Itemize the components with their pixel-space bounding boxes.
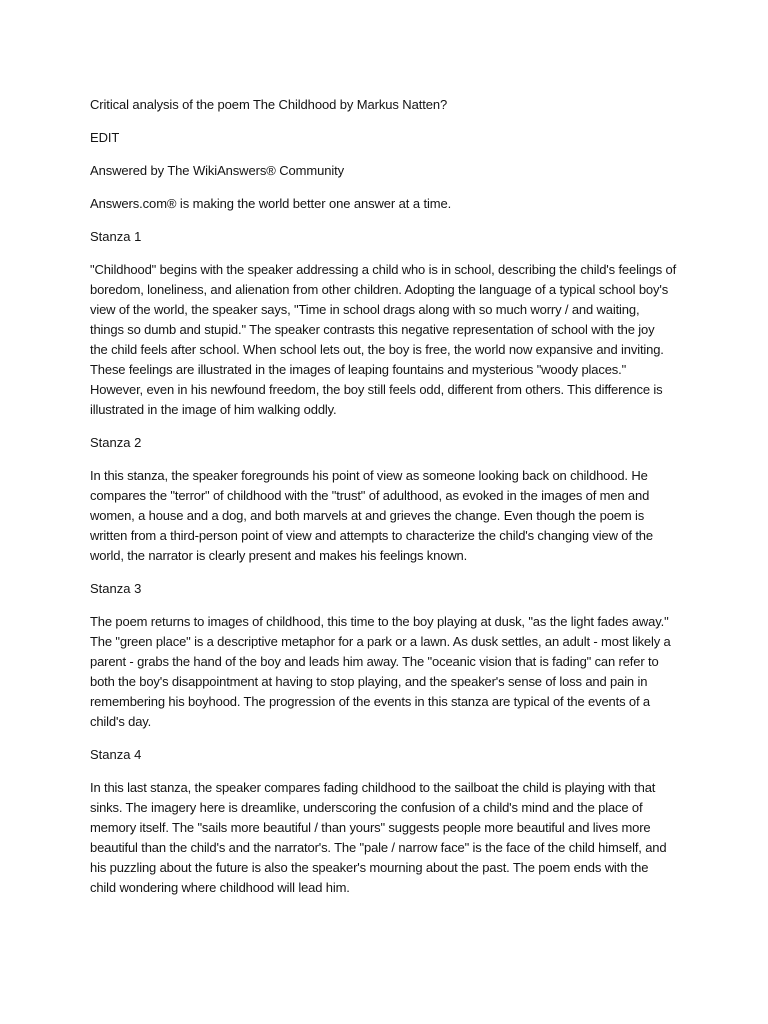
paragraph-line: both the boy's disappointment at having to stop playing, and the speaker's sense of loss and pain in <box>90 674 648 689</box>
edit-link[interactable]: EDIT <box>90 130 120 145</box>
stanza-4-paragraph <box>90 778 690 898</box>
paragraph-line: These feelings are illustrated in the images of leaping fountains and mysterious "woody places." <box>90 362 627 377</box>
paragraph-line: boredom, loneliness, and alienation from other children. Adopting the language of a typical school boy's <box>90 282 669 297</box>
paragraph-line: The "green place" is a descriptive metaphor for a park or a lawn. As dusk settles, an adult - most likely a <box>90 634 671 649</box>
paragraph-line: view of the world, the speaker says, "Time in school drags along with so much worry / and waiting, <box>90 302 640 317</box>
paragraph-line: child wondering where childhood will lead him. <box>90 880 350 895</box>
question-title: Critical analysis of the poem The Childhood by Markus Natten? <box>90 97 448 112</box>
paragraph-line: memory itself. The "sails more beautiful / than yours" suggests people more beautiful and lives more <box>90 820 651 835</box>
stanza-1-heading: Stanza 1 <box>90 229 142 244</box>
paragraph-line: The poem returns to images of childhood, this time to the boy playing at dusk, "as the light fades away." <box>90 614 669 629</box>
paragraph-line: beautiful than the child's and the narrator's. The "pale / narrow face" is the face of the child himself, and <box>90 840 667 855</box>
tagline-text: Answers.com® is making the world better one answer at a time. <box>90 196 452 211</box>
paragraph-line: world, the narrator is clearly present and makes his feelings known. <box>90 548 468 563</box>
stanza-4-heading: Stanza 4 <box>90 747 142 762</box>
paragraph-line: things so dumb and stupid." The speaker contrasts this negative representation of school with the joy <box>90 322 655 337</box>
paragraph-line: parent - grabs the hand of the boy and leads him away. The "oceanic vision that is fading" can refer to <box>90 654 659 669</box>
paragraph-line: "Childhood" begins with the speaker addressing a child who is in school, describing the child's feelings of <box>90 262 677 277</box>
paragraph-line: In this last stanza, the speaker compares fading childhood to the sailboat the child is playing with that <box>90 780 656 795</box>
paragraph-line: However, even in his newfound freedom, the boy still feels odd, different from others. This difference is <box>90 382 663 397</box>
paragraph-line: his puzzling about the future is also the speaker's mourning about the past. The poem ends with the <box>90 860 649 875</box>
paragraph-line: remembering his boyhood. The progression of the events in this stanza are typical of the events of a <box>90 694 650 709</box>
paragraph-line: sinks. The imagery here is dreamlike, underscoring the confusion of a child's mind and the place of <box>90 800 643 815</box>
paragraph-line: compares the "terror" of childhood with the "trust" of adulthood, as evoked in the images of men and <box>90 488 650 503</box>
stanza-3-heading: Stanza 3 <box>90 581 142 596</box>
paragraph-line: illustrated in the image of him walking oddly. <box>90 402 337 417</box>
stanza-2-paragraph <box>90 466 690 566</box>
document-page <box>90 95 690 911</box>
paragraph-line: child's day. <box>90 714 152 729</box>
paragraph-line: written from a third-person point of view and attempts to characterize the child's changing view of the <box>90 528 653 543</box>
paragraph-line: In this stanza, the speaker foregrounds his point of view as someone looking back on childhood. He <box>90 468 648 483</box>
answered-by-text: Answered by The WikiAnswers® Community <box>90 163 345 178</box>
stanza-2-heading: Stanza 2 <box>90 435 142 450</box>
paragraph-line: the child feels after school. When school lets out, the boy is free, the world now expansive and inviting. <box>90 342 664 357</box>
paragraph-line: women, a house and a dog, and both marvels at and grieves the change. Even though the poem is <box>90 508 645 523</box>
stanza-3-paragraph <box>90 612 690 732</box>
stanza-1-paragraph <box>90 260 690 420</box>
